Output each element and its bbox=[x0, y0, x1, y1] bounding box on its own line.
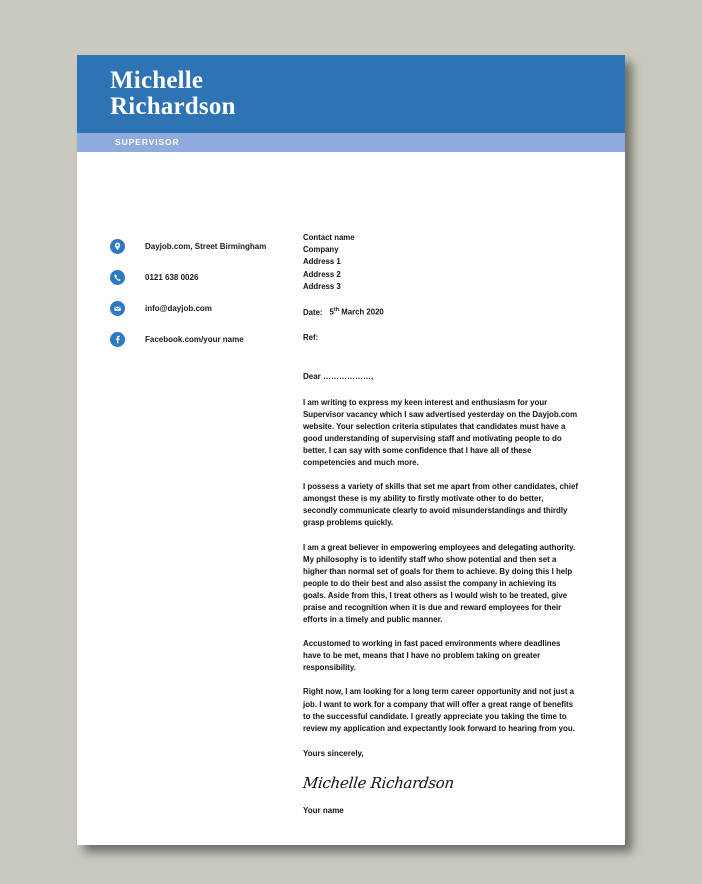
contact-phone-text: 0121 638 0026 bbox=[145, 272, 199, 282]
applicant-last-name: Richardson bbox=[110, 93, 236, 120]
letter-paragraph: I am a great believer in empowering employees and delegating authority. My philosophy is to identify staff who show potential and then set a higher than normal set of goals for them to achieve. By doing this I help people to do their best and also assist the company in achieving its goals. Aside from this, I treat others as I would wish to be treated, give praise and recognition when it is due and reward employees for their efforts in a timely and public manner. bbox=[303, 542, 576, 625]
date-day: 5 bbox=[329, 307, 334, 317]
date-rest: March 2020 bbox=[339, 307, 384, 317]
cover-letter-page bbox=[77, 55, 625, 845]
contact-row-email bbox=[110, 296, 310, 320]
contact-row-facebook bbox=[110, 327, 310, 351]
phone-icon bbox=[110, 270, 125, 285]
letter-paragraph: I am writing to express my keen interest and enthusiasm for your Supervisor vacancy which I saw advertised yesterday on the Dayjob.com website. Your selection criteria stipulates that candidates must have a good understanding of supervising staff and motivating people to do better. I can say with some confidence that I have all of these competencies and much more. bbox=[303, 397, 578, 468]
letter-paragraph: I possess a variety of skills that set me apart from other candidates, chief amongst these is my ability to firstly motivate other to do better, secondly communicate clearly to avoid misunderstandings and thirdly grasp problems quickly. bbox=[303, 482, 578, 528]
closing-text: Yours sincerely, bbox=[303, 748, 364, 758]
letter-paragraph: Accustomed to working in fast paced environments where deadlines have to be met, means that I have no problem taking on greater responsibility. bbox=[303, 639, 561, 673]
letter-paragraph: Right now, I am looking for a long term career opportunity and not just a job. I want to work for a company that will offer a great range of benefits to the successful candidate. I greatly appreciate you taking the time to review my application and expectantly look forward to hearing from you. bbox=[303, 687, 575, 733]
date-label: Date: bbox=[303, 307, 323, 317]
date-line bbox=[303, 307, 578, 317]
contact-address-text: Dayjob.com, Street Birmingham bbox=[145, 241, 267, 251]
location-pin-icon bbox=[110, 239, 125, 254]
applicant-name bbox=[110, 68, 236, 120]
contact-details bbox=[110, 234, 310, 358]
applicant-first-name: Michelle bbox=[110, 67, 204, 94]
contact-facebook-text: Facebook.com/your name bbox=[145, 334, 244, 344]
recipient-address-1: Address 1 bbox=[303, 257, 341, 267]
recipient-address-3: Address 3 bbox=[303, 281, 341, 291]
recipient-block bbox=[303, 232, 578, 293]
salutation: Dear ………………, bbox=[303, 371, 374, 381]
facebook-icon bbox=[110, 332, 125, 347]
recipient-company: Company bbox=[303, 245, 339, 255]
letter-content bbox=[303, 232, 578, 815]
date-ordinal: th bbox=[333, 307, 340, 314]
contact-email-text: info@dayjob.com bbox=[145, 303, 212, 313]
email-icon bbox=[110, 301, 125, 316]
job-title-text: SUPERVISOR bbox=[115, 137, 180, 147]
contact-row-address bbox=[110, 234, 310, 258]
signature: Michelle Richardson bbox=[302, 773, 455, 792]
contact-row-phone bbox=[110, 265, 310, 289]
your-name-placeholder: Your name bbox=[303, 805, 344, 815]
job-title-banner bbox=[77, 133, 625, 152]
recipient-address-2: Address 2 bbox=[303, 269, 341, 279]
ref-label: Ref: bbox=[303, 332, 319, 342]
recipient-contact-name: Contact name bbox=[303, 233, 355, 242]
header-banner bbox=[77, 55, 625, 133]
